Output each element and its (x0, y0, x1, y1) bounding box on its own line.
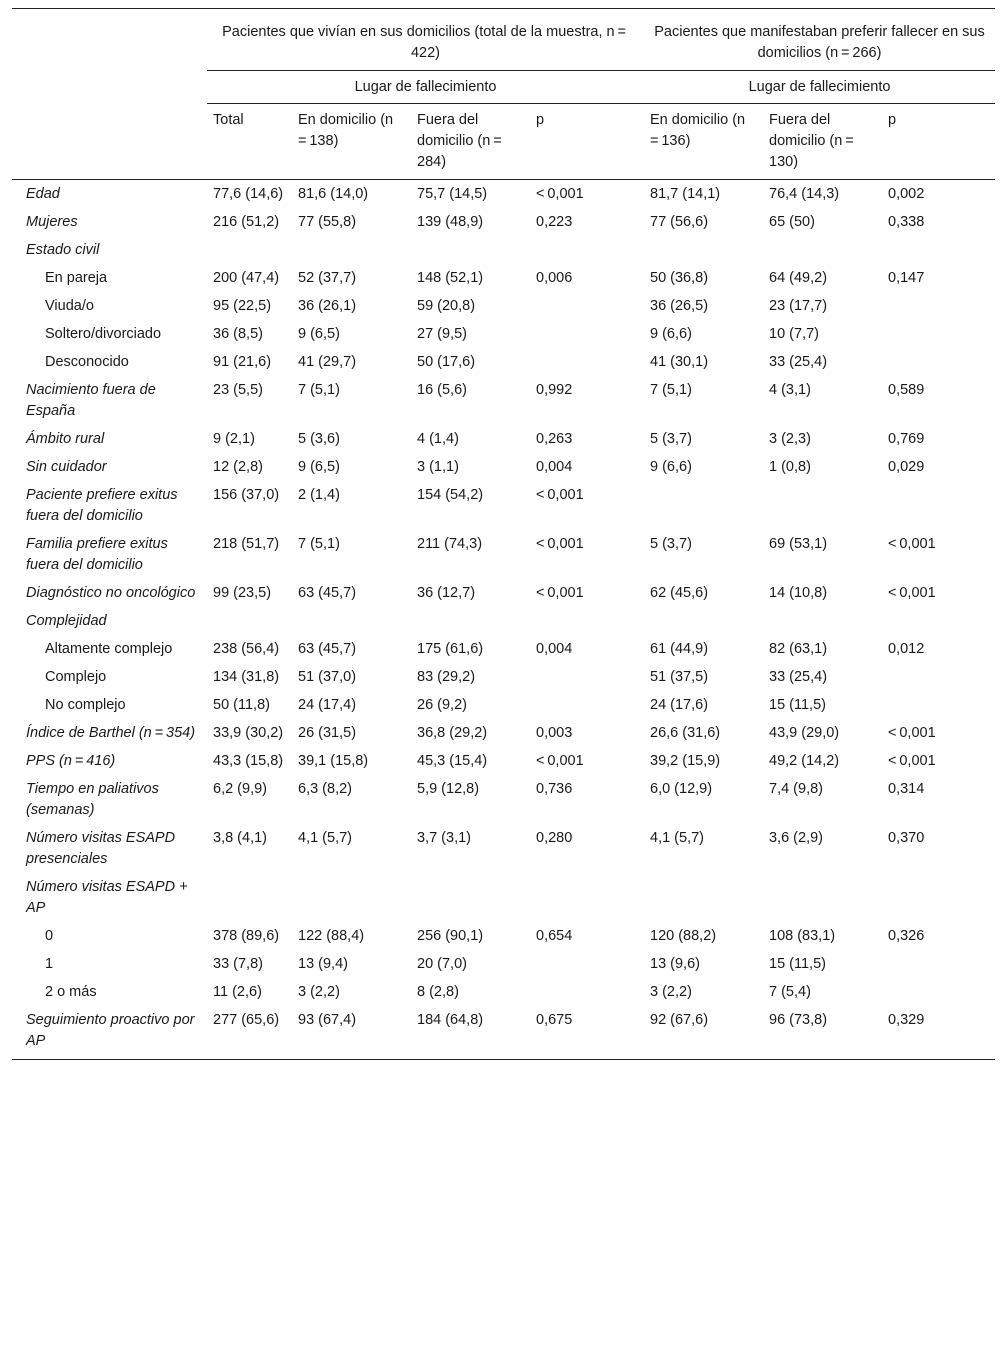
table-cell: 51 (37,0) (298, 669, 357, 685)
table-cell: 7,4 (9,8) (769, 781, 823, 797)
table-cell (882, 292, 995, 320)
column-header-total: Total (207, 104, 292, 180)
table-cell (530, 978, 644, 1006)
table-cell: 41 (29,7) (298, 354, 357, 370)
table-cell: 175 (61,6) (417, 641, 484, 657)
table-cell (763, 236, 882, 264)
table-cell (292, 607, 411, 635)
table-row (12, 950, 995, 978)
table-row (12, 873, 995, 922)
table-cell: 0,029 (888, 459, 925, 475)
table-cell: 23 (17,7) (769, 298, 828, 314)
table-cell: 77 (55,8) (298, 214, 357, 230)
table-cell: 41 (30,1) (650, 354, 709, 370)
table-cell: 33 (25,4) (769, 354, 828, 370)
table-cell: 50 (36,8) (650, 270, 709, 286)
table-cell: 0,736 (536, 781, 573, 797)
table-cell (882, 950, 995, 978)
table-cell (763, 481, 882, 530)
table-cell (644, 873, 763, 922)
table-cell: 0,326 (888, 928, 925, 944)
table-row (12, 425, 995, 453)
table-cell: 9 (6,5) (298, 459, 340, 475)
row-label: 2 o más (45, 984, 97, 1000)
row-label: 0 (45, 928, 54, 944)
table-cell: < 0,001 (888, 725, 936, 741)
row-label: Complejidad (26, 613, 107, 629)
table-row (12, 978, 995, 1006)
table-cell: 91 (21,6) (213, 354, 272, 370)
table-cell: 4 (1,4) (417, 431, 459, 447)
table-row (12, 691, 995, 719)
table-cell: 26 (9,2) (417, 697, 467, 713)
table-cell: 77,6 (14,6) (213, 186, 284, 202)
column-header-outside-1: Fuera del domicilio (n = 284) (411, 104, 530, 180)
table-cell (882, 348, 995, 376)
table-row (12, 320, 995, 348)
header-group-whole-sample: Pacientes que vivían en sus domicilios (total de la muestra, n = 422) (207, 9, 644, 71)
table-cell: 33 (7,8) (213, 956, 263, 972)
table-cell (530, 320, 644, 348)
row-label: Complejo (45, 669, 107, 685)
table-cell: 26,6 (31,6) (650, 725, 721, 741)
table-cell: 14 (10,8) (769, 585, 828, 601)
table-cell: 43,3 (15,8) (213, 753, 284, 769)
table-cell: < 0,001 (536, 753, 584, 769)
row-label: Paciente prefiere exitus fuera del domicilio (26, 487, 178, 524)
table-cell (882, 607, 995, 635)
table-cell: 0,004 (536, 459, 573, 475)
table-cell: 9 (6,6) (650, 326, 692, 342)
table-cell: 69 (53,1) (769, 536, 828, 552)
table-cell: 0,002 (888, 186, 925, 202)
table-cell (530, 663, 644, 691)
table-cell: 24 (17,6) (650, 697, 709, 713)
table-cell: 36 (12,7) (417, 585, 476, 601)
table-cell: 0,147 (888, 270, 925, 286)
table-cell: 92 (67,6) (644, 1006, 763, 1060)
table-cell: 49,2 (14,2) (769, 753, 840, 769)
table-cell: 36,8 (29,2) (417, 725, 488, 741)
table-cell: 0,992 (536, 382, 573, 398)
table-row (12, 635, 995, 663)
table-cell: 4,1 (5,7) (650, 830, 704, 846)
row-label: PPS (n = 416) (26, 753, 116, 769)
column-header-outside-2: Fuera del domicilio (n = 130) (763, 104, 882, 180)
table-cell: 16 (5,6) (417, 382, 467, 398)
table-cell: 77 (56,6) (650, 214, 709, 230)
table-cell: 39,1 (15,8) (298, 753, 369, 769)
table-cell: 33 (25,4) (769, 669, 828, 685)
row-label: Sin cuidador (26, 459, 107, 475)
table-cell: 108 (83,1) (769, 928, 836, 944)
table-cell: 27 (9,5) (417, 326, 467, 342)
table-cell: 0,012 (888, 641, 925, 657)
table-cell (644, 607, 763, 635)
table-cell: < 0,001 (536, 186, 584, 202)
table-cell: 216 (51,2) (213, 214, 280, 230)
table-cell: 0,004 (536, 641, 573, 657)
table-cell: 63 (45,7) (298, 641, 357, 657)
table-cell: 52 (37,7) (298, 270, 357, 286)
table-row (12, 292, 995, 320)
table-cell: 65 (50) (769, 214, 815, 230)
table-cell: 256 (90,1) (417, 928, 484, 944)
table-cell: 11 (2,6) (213, 984, 262, 1000)
table-cell: 4 (3,1) (769, 382, 811, 398)
table-cell: 9 (6,5) (298, 326, 340, 342)
table-cell: 33,9 (30,2) (213, 725, 284, 741)
table-cell: 3 (2,2) (298, 984, 340, 1000)
column-header-p-1: p (530, 104, 644, 180)
table-cell: 200 (47,4) (213, 270, 280, 286)
row-label: Altamente complejo (45, 641, 173, 657)
column-header-p-2: p (882, 104, 995, 180)
table-cell: 3 (2,3) (769, 431, 811, 447)
table-cell: 0,223 (536, 214, 573, 230)
table-cell (530, 873, 644, 922)
row-label: Estado civil (26, 242, 100, 258)
table-cell: 9 (6,6) (650, 459, 692, 475)
table-cell: 43,9 (29,0) (769, 725, 840, 741)
table-cell: 83 (29,2) (417, 669, 476, 685)
table-cell: 75,7 (14,5) (417, 186, 488, 202)
row-label: En pareja (45, 270, 108, 286)
table-row (12, 579, 995, 607)
table-cell: 13 (9,6) (650, 956, 700, 972)
table-cell: 7 (5,1) (298, 382, 340, 398)
table-cell: < 0,001 (536, 585, 584, 601)
table-cell: 6,0 (12,9) (650, 781, 713, 797)
header-place-of-death-1: Lugar de fallecimiento (207, 71, 644, 104)
table-cell: 154 (54,2) (417, 487, 484, 503)
table-cell: 24 (17,4) (298, 697, 357, 713)
table-cell: 277 (65,6) (207, 1006, 292, 1060)
table-cell: 59 (20,8) (417, 298, 476, 314)
table-cell (882, 873, 995, 922)
table-cell: 238 (56,4) (213, 641, 280, 657)
row-label: Viuda/o (45, 298, 94, 314)
table-cell (882, 481, 995, 530)
column-header-home-1: En domicilio (n = 138) (292, 104, 411, 180)
table-cell: 3,8 (4,1) (213, 830, 267, 846)
row-label: No complejo (45, 697, 126, 713)
table-row (12, 453, 995, 481)
table-row (12, 824, 995, 873)
table-cell: 12 (2,8) (213, 459, 263, 475)
table-cell: 148 (52,1) (417, 270, 484, 286)
results-table (12, 8, 995, 1060)
table-row (12, 348, 995, 376)
row-label: Desconocido (45, 354, 129, 370)
table-cell: 5 (3,6) (298, 431, 340, 447)
table-row (12, 775, 995, 824)
table-cell: 5 (3,7) (650, 536, 692, 552)
header-empty-cell (12, 9, 207, 71)
table-cell: 13 (9,4) (298, 956, 348, 972)
table-cell (530, 348, 644, 376)
table-cell: 45,3 (15,4) (417, 753, 488, 769)
table-cell: 76,4 (14,3) (769, 186, 840, 202)
table-cell (530, 691, 644, 719)
table-cell: 7 (5,4) (769, 984, 811, 1000)
table-cell: 0,370 (888, 830, 925, 846)
table-cell: 7 (5,1) (298, 536, 340, 552)
table-cell (530, 607, 644, 635)
table-row (12, 607, 995, 635)
column-header-home-2: En domicilio (n = 136) (644, 104, 763, 180)
table-row (12, 663, 995, 691)
header-empty-cell (12, 71, 207, 104)
row-label: Tiempo en paliativos (semanas) (26, 781, 159, 818)
table-cell (882, 663, 995, 691)
table-row (12, 1006, 995, 1060)
table-cell (292, 236, 411, 264)
table-cell: 7 (5,1) (650, 382, 692, 398)
table-cell: 63 (45,7) (298, 585, 357, 601)
table-cell (763, 607, 882, 635)
table-cell: 218 (51,7) (213, 536, 280, 552)
table-cell (530, 950, 644, 978)
table-cell: 39,2 (15,9) (650, 753, 721, 769)
table-cell: 51 (37,5) (650, 669, 709, 685)
table-cell: 0,280 (536, 830, 573, 846)
table-cell (763, 873, 882, 922)
table-cell: 95 (22,5) (213, 298, 272, 314)
table-cell (530, 292, 644, 320)
table-cell (292, 873, 411, 922)
row-label: Índice de Barthel (n = 354) (26, 725, 196, 741)
row-label: Nacimiento fuera de España (26, 382, 156, 419)
table-cell: 3,6 (2,9) (769, 830, 823, 846)
table-cell (882, 978, 995, 1006)
table-cell: 50 (17,6) (417, 354, 476, 370)
table-cell: < 0,001 (888, 536, 936, 552)
table-cell: 96 (73,8) (763, 1006, 882, 1060)
row-label: Soltero/divorciado (45, 326, 162, 342)
table-cell (644, 481, 763, 530)
table-row (12, 264, 995, 292)
table-cell: 3 (1,1) (417, 459, 459, 475)
table-cell (882, 691, 995, 719)
table-cell: 0,006 (536, 270, 573, 286)
table-cell: 64 (49,2) (769, 270, 828, 286)
table-cell: 82 (63,1) (769, 641, 828, 657)
table-cell: 20 (7,0) (417, 956, 467, 972)
table-cell: 0,654 (536, 928, 573, 944)
table-row (12, 180, 995, 209)
table-cell: 378 (89,6) (213, 928, 280, 944)
table-cell: 5 (3,7) (650, 431, 692, 447)
table-cell (882, 236, 995, 264)
table-row (12, 530, 995, 579)
table-cell: 156 (37,0) (213, 487, 280, 503)
table-row (12, 236, 995, 264)
table-cell (207, 607, 292, 635)
table-cell: 23 (5,5) (213, 382, 263, 398)
table-cell: 26 (31,5) (298, 725, 357, 741)
table-cell: 0,675 (530, 1006, 644, 1060)
table-cell: 81,7 (14,1) (650, 186, 721, 202)
table-cell: 0,263 (536, 431, 573, 447)
table-cell: < 0,001 (536, 487, 584, 503)
table-cell: 61 (44,9) (650, 641, 709, 657)
row-label: Familia prefiere exitus fuera del domicilio (26, 536, 168, 573)
table-cell (411, 607, 530, 635)
table-cell: < 0,001 (888, 753, 936, 769)
table-cell: 2 (1,4) (298, 487, 340, 503)
table-cell: 184 (64,8) (411, 1006, 530, 1060)
table-cell: 36 (8,5) (213, 326, 263, 342)
table-body (12, 180, 995, 1060)
table-cell: 6,2 (9,9) (213, 781, 267, 797)
table-row (12, 376, 995, 425)
table-row (12, 747, 995, 775)
table-cell: 6,3 (8,2) (298, 781, 352, 797)
row-label: Número visitas ESAPD presenciales (26, 830, 176, 867)
header-group-prefer-home: Pacientes que manifestaban preferir fallecer en sus domicilios (n = 266) (644, 9, 995, 71)
table-cell: 9 (2,1) (213, 431, 255, 447)
row-label: 1 (45, 956, 54, 972)
row-label: Diagnóstico no oncológico (26, 585, 196, 601)
table-cell: 0,589 (888, 382, 925, 398)
row-label: Seguimiento proactivo por AP (12, 1006, 207, 1060)
table-cell: 93 (67,4) (292, 1006, 411, 1060)
table-cell: 211 (74,3) (417, 536, 483, 552)
table-cell: 36 (26,5) (650, 298, 709, 314)
header-empty-cell (12, 104, 207, 180)
table-cell: 99 (23,5) (213, 585, 272, 601)
table-row (12, 922, 995, 950)
table-cell (530, 236, 644, 264)
table-cell: < 0,001 (536, 536, 584, 552)
table-cell: 0,338 (888, 214, 925, 230)
table-cell: 0,329 (882, 1006, 995, 1060)
table-cell (411, 236, 530, 264)
table-cell: 15 (11,5) (769, 697, 826, 713)
row-label: Mujeres (26, 214, 78, 230)
table-cell (644, 236, 763, 264)
table-cell: 5,9 (12,8) (417, 781, 480, 797)
table-cell (882, 320, 995, 348)
table-row (12, 481, 995, 530)
table-cell: 50 (11,8) (213, 697, 270, 713)
table-cell: 120 (88,2) (650, 928, 717, 944)
table-cell (207, 873, 292, 922)
table-cell (411, 873, 530, 922)
table-cell: 36 (26,1) (298, 298, 357, 314)
table-row (12, 719, 995, 747)
table-cell: < 0,001 (888, 585, 936, 601)
row-label: Edad (26, 186, 60, 202)
table-cell: 62 (45,6) (650, 585, 709, 601)
table-cell: 3,7 (3,1) (417, 830, 471, 846)
table-cell (207, 236, 292, 264)
table-cell: 81,6 (14,0) (298, 186, 369, 202)
table-row (12, 208, 995, 236)
table-header (12, 9, 995, 180)
table-cell: 15 (11,5) (769, 956, 826, 972)
table-cell: 8 (2,8) (417, 984, 459, 1000)
table-cell: 1 (0,8) (769, 459, 811, 475)
row-label: Ámbito rural (26, 431, 105, 447)
row-label: Número visitas ESAPD + AP (26, 879, 188, 916)
table-cell: 0,314 (888, 781, 925, 797)
table-cell: 0,769 (888, 431, 925, 447)
table-cell: 122 (88,4) (298, 928, 365, 944)
table-cell: 139 (48,9) (417, 214, 484, 230)
table-cell: 4,1 (5,7) (298, 830, 352, 846)
table-cell: 10 (7,7) (769, 326, 819, 342)
table-cell: 3 (2,2) (650, 984, 692, 1000)
header-place-of-death-2: Lugar de fallecimiento (644, 71, 995, 104)
table-cell: 134 (31,8) (213, 669, 280, 685)
table-cell: 0,003 (536, 725, 573, 741)
